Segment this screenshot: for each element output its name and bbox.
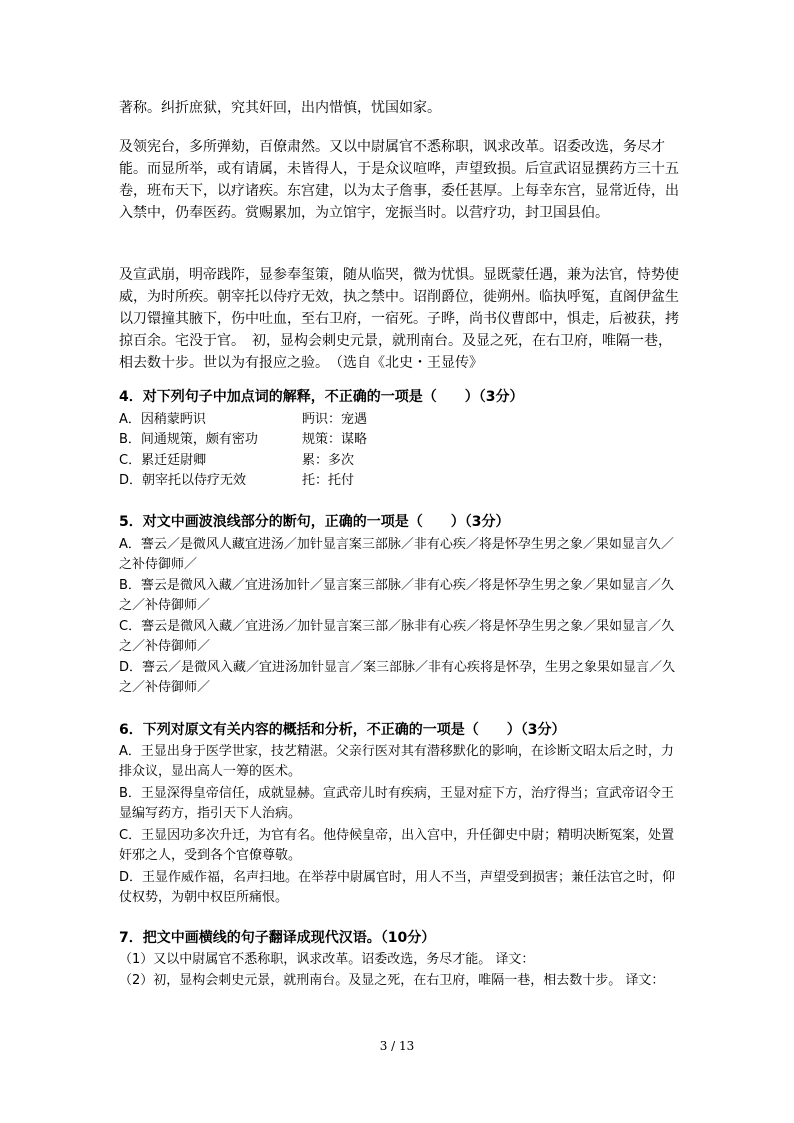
option-sentence: C．累迁廷尉卿	[119, 453, 207, 468]
passage-paragraph-1: 著称。纠折庶狱，究其奸回，出内惜慎，忧国如家。	[119, 100, 441, 116]
question-6-option-d: D．王显作威作福，名声扫地。在举荐中尉属官时，用人不当，声望受到损害；兼任法官之时，仰仗权势，为朝中权臣所痛恨。	[119, 870, 676, 905]
option-sentence: A．因稍蒙眄识	[119, 412, 206, 427]
option-explanation: 眄识：宠遇	[302, 412, 368, 427]
question-7-title: 7．把文中画横线的句子翻译成现代汉语。（10分）	[119, 930, 436, 946]
question-4-title: 4．对下列句子中加点词的解释，不正确的一项是（ ）（3分）	[119, 389, 524, 405]
question-4-option-c	[119, 451, 679, 471]
question-4-option-d	[119, 471, 679, 491]
question-5-option-b: B．謇云是微风入藏／宜进汤加针／显言案三部脉／非有心疾／将是怀孕生男之象／果如显言／久之／补侍御师／	[119, 578, 674, 613]
question-6-option-c: C．王显因功多次升迁，为官有名。他侍候皇帝，出入宫中，升任御史中尉；精明决断冤案，处置奸邪之人，受到各个官僚尊敬。	[119, 828, 675, 863]
option-explanation: 托：托付	[302, 473, 355, 488]
question-4-option-a	[119, 410, 679, 430]
question-7-item-2: （2）初，显构会刺史元景，就刑南台。及显之死，在右卫府，唯隔一巷，相去数十步。 译文：	[119, 973, 665, 988]
option-explanation: 规策：谋略	[302, 432, 368, 447]
option-explanation: 累：多次	[302, 453, 355, 468]
option-sentence: D．朝宰托以侍疗无效	[119, 473, 247, 488]
passage-paragraph-2: 及领宪台，多所弹劾，百僚肃然。又以中尉属官不悉称职，讽求改革。诏委改选，务尽才能。而显所举，或有请属，未皆得人，于是众议喧哗，声望致损。后宣武诏显撰药方三十五卷，班布天下，以疗诸疾。东宫建，以为太子詹事，委任甚厚。上每幸东宫，显常近侍，出入禁中，仍奉医药。赏赐累加，为立馆宇，宠振当时。以营疗功，封卫国县伯。	[119, 139, 679, 221]
question-5-title: 5．对文中画波浪线部分的断句，正确的一项是（ ）（3分）	[119, 514, 510, 530]
question-5-option-d: D．謇云／是微风入藏／宜进汤加针显言／案三部脉／非有心疾将是怀孕，生男之象果如显言／久之／补侍御师／	[119, 660, 676, 695]
passage-paragraph-3: 及宣武崩，明帝践阼，显参奉玺策，随从临哭，微为忧惧。显既蒙任遇，兼为法官，恃势使威，为时所疾。朝宰托以侍疗无效，执之禁中。诏削爵位，徙朔州。临执呼冤，直阁伊盆生以刀镮撞其腋下，伤中吐血，至右卫府，一宿死。子晔，尚书仪曹郎中，惧走，后被获，拷掠百余。宅没于官。 初，显构会刺史元景，就刑南台。及显之死，在右卫府，唯隔一巷，相去数十步。世以为有报应之验。 （选自《北史・王显传》	[119, 267, 679, 371]
question-6-title: 6．下列对原文有关内容的概括和分析，不正确的一项是（ ）（3分）	[119, 722, 566, 738]
question-5-option-c: C．謇云是微风入藏／宜进汤／加针显言案三部／脉非有心疾／将是怀孕生男之象／果如显言／久之／补侍御师／	[119, 619, 675, 654]
option-sentence: B．间通规策，颇有密功	[119, 432, 258, 447]
question-7-item-1: （1）又以中尉属官不悉称职，讽求改革。诏委改选，务尽才能。 译文：	[119, 952, 535, 967]
question-5-option-a: A．謇云／是微风人藏宜进汤／加针显言案三部脉／非有心疾／将是怀孕生男之象／果如显言久／之补侍御师／	[119, 537, 674, 572]
question-6-option-a: A．王显出身于医学世家，技艺精湛。父亲行医对其有潜移默化的影响，在诊断文昭太后之时，力排众议，显出高人一筹的医术。	[119, 744, 674, 779]
page-number: 3 / 13	[379, 1039, 415, 1053]
question-6-option-b: B．王显深得皇帝信任，成就显赫。宣武帝儿时有疾病，王显对症下方，治疗得当；宣武帝诏令王显编写药方，指引天下人治病。	[119, 786, 674, 821]
question-4-option-b	[119, 430, 679, 450]
